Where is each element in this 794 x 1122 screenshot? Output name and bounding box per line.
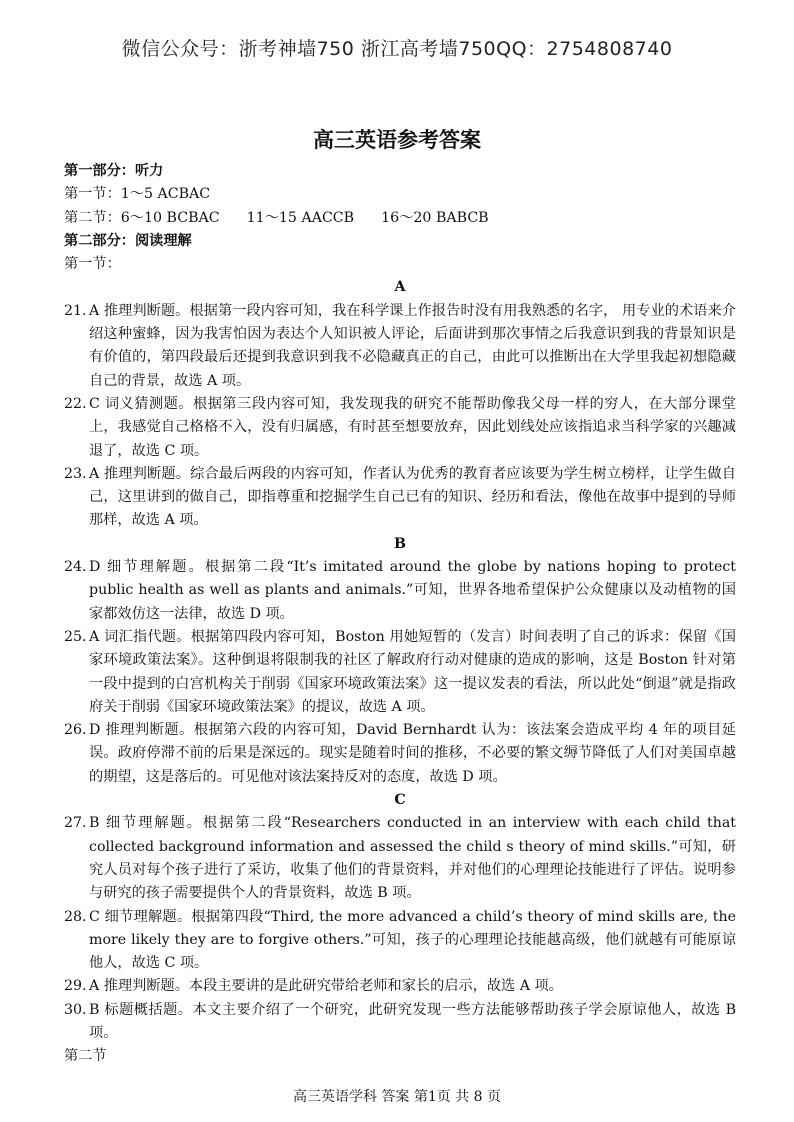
part1-section2: 第二节：6～10 BCBAC 11～15 AACCB 16～20 BABCB — [64, 209, 489, 226]
answer-number: 22. — [64, 395, 87, 412]
answer-explanation: D 细节理解题。根据第二段“It’s imitated around the globe by nations hoping to protect public health as well as plants and animals.”可知，世界各地希望保护公众健康以及动植物的国家都效仿这一法律，故选 D 项。 — [89, 559, 736, 622]
answer-number: 28. — [64, 908, 87, 925]
answer-explanation: A 词汇指代题。根据第四段内容可知，Boston 用她短暂的（发言）时间表明了自己的诉求：保留《国家环境政策法案》。这种倒退将限制我的社区了解政府行动对健康的造成的影响，这是 Boston 针对第一段中提到的白宫机构关于削弱《国家环境政策法案》这一提议发表的看法，所以此处“倒退”就是指政府关于削弱《国家环境政策法案》的提议，故选 A 项。 — [89, 628, 736, 715]
answer-item — [64, 906, 736, 976]
answer-explanation: B 细节理解题。根据第二段“Researchers conducted in an interview with each child that collected background information and assessed the child s theory of mind skills.”可知，研究人员对每个孩子进行了采访，收集了他们的背景资料，并对他们的心理理论技能进行了评估。说明参与研究的孩子需要提供个人的背景资料，故选 B 项。 — [89, 815, 736, 902]
passage-a-heading: A — [394, 279, 406, 296]
answer-number: 30. — [64, 1001, 87, 1018]
answer-explanation: B 标题概括题。本文主要介绍了一个研究，此研究发现一些方法能够帮助孩子学会原谅他人，故选 B 项。 — [89, 1001, 736, 1041]
answer-number: 26. — [64, 722, 87, 739]
passage-b-heading: B — [394, 535, 406, 552]
answer-explanation: A 推理判断题。根据第一段内容可知，我在科学课上作报告时没有用我熟悉的名字， 用专业的术语来介绍这种蜜蜂，因为我害怕因为表达个人知识被人评论，后面讲到那次事情之后我意识到我的背景知识是有价值的，第四段最后还提到我意识到我不必隐藏真正的自己，由此可以推断出在大学里我起初想隐藏自己的背景，故选 A 项。 — [89, 302, 736, 389]
answer-explanation: C 细节理解题。根据第四段“Third, the more advanced a child’s theory of mind skills are, the more likely they are to forgive others.”可知，孩子的心理理论技能越高级，他们就越有可能原谅他人，故选 C 项。 — [89, 908, 736, 972]
page-title: 高三英语参考答案 — [313, 127, 481, 152]
part2-heading: 第二部分：阅读理解 — [64, 232, 192, 249]
part2-section1-label: 第一节： — [64, 256, 121, 273]
answer-number: 27. — [64, 815, 87, 832]
part1-section1: 第一节：1～5 ACBAC — [64, 186, 211, 203]
answer-item — [64, 556, 736, 626]
answer-explanation: A 推理判断题。综合最后两段的内容可知，作者认为优秀的教育者应该要为学生树立榜样，让学生做自己，这里讲到的做自己，即指尊重和挖掘学生自己已有的知识、经历和看法，像他在故事中提到的导师那样，故选 A 项。 — [89, 465, 736, 529]
answer-item — [64, 300, 736, 393]
answer-item — [64, 719, 736, 789]
answer-explanation: A 推理判断题。本段主要讲的是此研究带给老师和家长的启示，故选 A 项。 — [89, 978, 563, 995]
answer-explanation: C 词义猜测题。根据第三段内容可知，我发现我的研究不能帮助像我父母一样的穷人，在大部分课堂上，我感觉自己格格不入，没有归属感，有时甚至想要放弃，因此划线处应该指追求当科学家的兴趣减退了，故选 C 项。 — [89, 395, 736, 459]
part1-heading: 第一部分：听力 — [64, 163, 164, 179]
answer-number: 23. — [64, 465, 87, 482]
answer-item — [64, 626, 736, 719]
watermark-text: 微信公众号：浙考神墙750 浙江高考墙750QQ：2754808740 — [121, 38, 673, 60]
answer-item — [64, 463, 736, 533]
answer-item — [64, 975, 736, 998]
answer-item — [64, 999, 736, 1046]
part2-section2-label: 第二节 — [64, 1048, 107, 1065]
answer-number: 21. — [64, 302, 87, 319]
answer-content — [64, 160, 736, 1069]
page-footer: 高三英语学科 答案 第1页 共 8 页 — [292, 1089, 502, 1105]
answer-number: 24. — [64, 559, 87, 576]
answer-number: 29. — [64, 978, 87, 995]
answer-item — [64, 812, 736, 905]
answer-explanation: D 推理判断题。根据第六段的内容可知，David Bernhardt 认为：该法案会造成平均 4 年的项目延误。政府停滞不前的后果是深远的。现实是随着时间的推移，不必要的繁文缛节降低了人们对美国卓越的期望，这是落后的。可见他对该法案持反对的态度，故选 D 项。 — [89, 722, 736, 785]
answer-item — [64, 393, 736, 463]
answer-number: 25. — [64, 628, 87, 645]
passage-c-heading: C — [394, 792, 406, 809]
